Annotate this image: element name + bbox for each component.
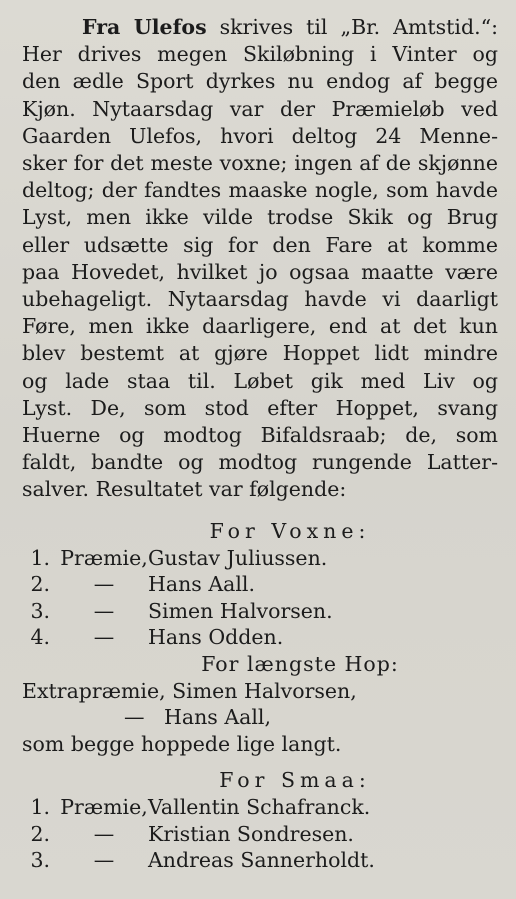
hop-dash: — (124, 705, 145, 730)
result-rank: 1. (30, 545, 50, 570)
article-line: Huerne og modtog Bifaldsraab; de, som (22, 423, 498, 448)
article-line: deltog; der fandtes maaske nogle, som havde (22, 178, 498, 203)
result-prize: — (93, 572, 115, 597)
result-name: Vallentin Schafranck. (148, 795, 371, 820)
result-row (22, 847, 498, 874)
article-line: Føre, men ikke daarligere, end at det kun (22, 314, 498, 339)
article-line: og lade staa til. Løbet gik med Liv og (22, 368, 498, 393)
article-line: Gaarden Ulefos, hvori deltog 24 Menne- (22, 123, 498, 148)
article-line: ubehageligt. Nytaarsdag havde vi daarligt (22, 287, 498, 312)
hop-line-extra: Extrapræmie, Simen Halvorsen, (22, 678, 357, 703)
result-prize: — (93, 598, 115, 623)
result-prize: — (93, 821, 115, 846)
result-row (22, 821, 498, 848)
article-line: faldt, bandte og modtog rungende Latter- (22, 450, 498, 475)
result-rank: 3. (30, 848, 50, 873)
result-row (22, 545, 498, 572)
result-prize: Præmie, (60, 545, 148, 570)
result-rank: 2. (30, 821, 50, 846)
lead-place: Fra Ulefos (82, 15, 207, 39)
result-prize: — (93, 625, 115, 650)
hop-name: Hans Aall, (164, 705, 271, 730)
article-column (22, 14, 498, 874)
article-line: blev bestemt at gjøre Hoppet lidt mindre (22, 341, 498, 366)
result-row (22, 598, 498, 625)
result-name: Gustav Juliussen. (148, 545, 328, 570)
result-row (22, 794, 498, 821)
result-name: Hans Aall. (148, 572, 255, 597)
article-line: Lyst. De, som stod efter Hoppet, svang (22, 395, 498, 420)
result-name: Kristian Sondresen. (148, 821, 354, 846)
result-row (22, 571, 498, 598)
article-line: Kjøn. Nytaarsdag var der Præmieløb ved (22, 96, 498, 121)
article-line: salver. Resultatet var følgende: (22, 477, 347, 502)
result-rank: 3. (30, 598, 50, 623)
article-line: den ædle Sport dyrkes nu endog af begge (22, 69, 498, 94)
article-line: sker for det meste voxne; ingen af de skjønne (22, 151, 498, 176)
article-line: Her drives megen Skiløbning i Vinter og (22, 42, 498, 67)
result-name: Andreas Sannerholdt. (148, 848, 375, 873)
lead-rest: skrives til „Br. Amtstid.“: (219, 15, 498, 39)
result-rank: 1. (30, 795, 50, 820)
result-prize: — (93, 848, 115, 873)
results-list-smaa (22, 794, 498, 874)
article-line: Lyst, men ikke vilde trodse Skik og Brug (22, 205, 498, 230)
section-heading-smaa: For Smaa: (219, 768, 371, 793)
result-rank: 2. (30, 572, 50, 597)
article-line: paa Hovedet, hvilket jo ogsaa maatte være (22, 259, 498, 284)
section-heading-voxne: For Voxne: (209, 518, 371, 543)
result-row (22, 624, 498, 651)
article-line (22, 14, 498, 41)
article-paragraph (22, 14, 498, 504)
hop-line-note: som begge hoppede lige langt. (22, 731, 342, 756)
article-line: eller udsætte sig for den Fare at komme (22, 232, 498, 257)
hop-line-second (22, 704, 498, 731)
results-list-voxne (22, 545, 498, 651)
results-list-hop (22, 678, 498, 758)
result-rank: 4. (30, 625, 50, 650)
result-name: Hans Odden. (148, 625, 284, 650)
section-heading-hop: For længste Hop: (201, 651, 399, 676)
result-prize: Præmie, (60, 795, 148, 820)
result-name: Simen Halvorsen. (148, 598, 333, 623)
